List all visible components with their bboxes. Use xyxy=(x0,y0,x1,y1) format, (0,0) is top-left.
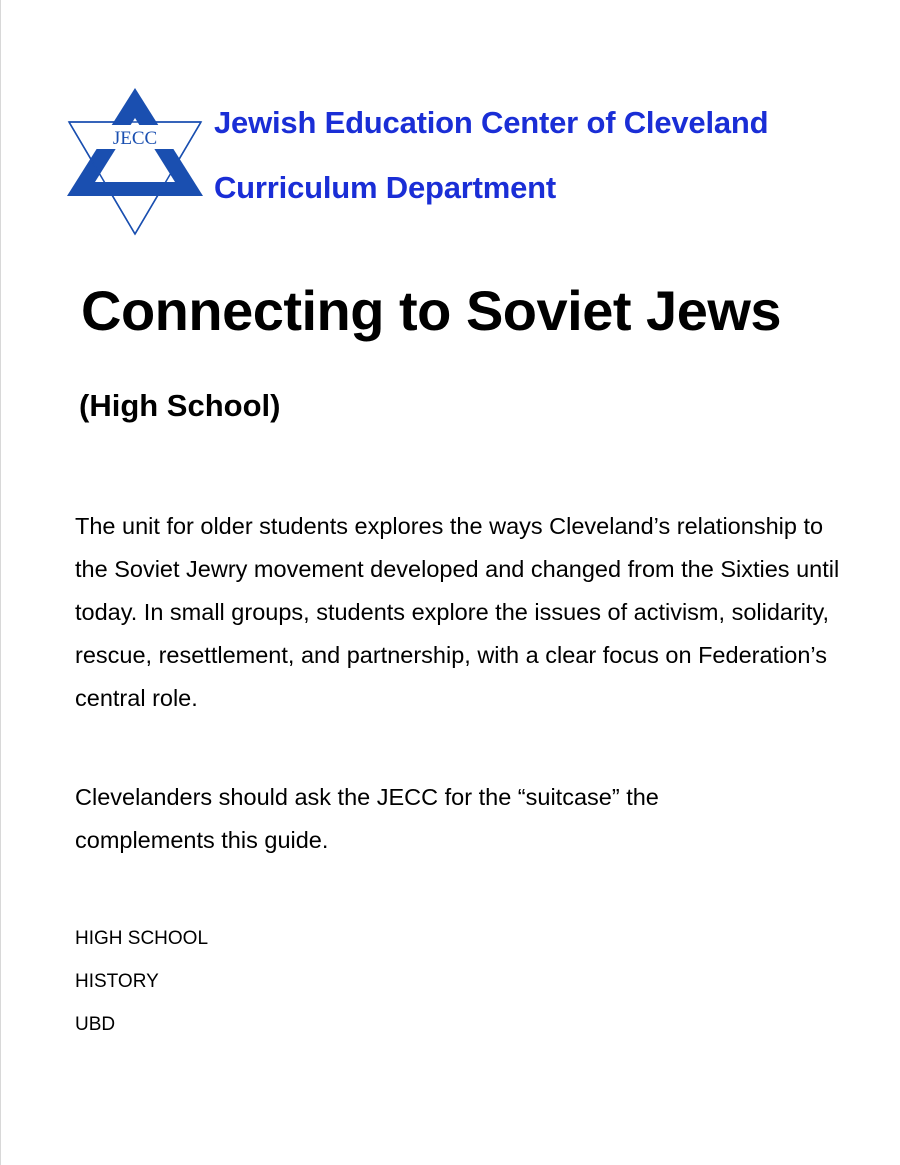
unit-description: The unit for older students explores the ways Cleveland’s relationship to the Soviet Jewry movement developed and changed from the Sixties until today. In small groups, students explore the issues of activism, solidarity, rescue, resettlement, and partnership, with a clear focus on Federation’s central role. xyxy=(75,513,840,711)
tag-item: UBD xyxy=(75,1014,116,1035)
tag-item: HIGH SCHOOL xyxy=(75,928,209,949)
suitcase-note: Clevelanders should ask the JECC for the “suitcase” the complements this guide. xyxy=(75,784,659,853)
organization-name: Jewish Education Center of Cleveland xyxy=(214,105,769,140)
jecc-logo xyxy=(65,84,205,236)
document-subtitle: (High School) xyxy=(79,388,281,423)
department-name: Curriculum Department xyxy=(214,170,557,205)
logo-text: JECC xyxy=(112,128,158,149)
document-title: Connecting to Soviet Jews xyxy=(81,279,782,342)
tag-item: HISTORY xyxy=(75,971,159,992)
star-of-david-icon xyxy=(65,84,205,236)
tag-list xyxy=(75,924,208,1053)
